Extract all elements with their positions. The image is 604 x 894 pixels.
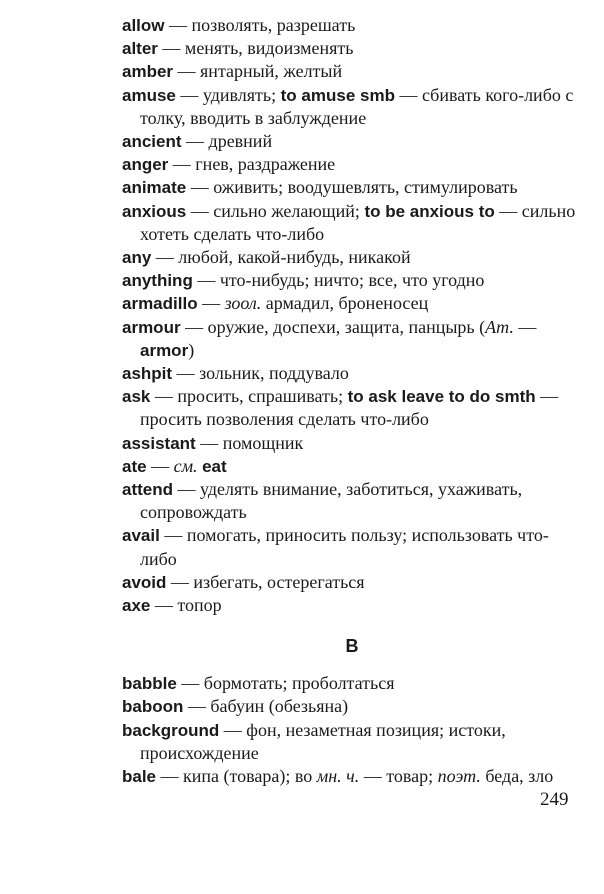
dictionary-entry [122,292,582,315]
dictionary-entry [122,269,582,292]
dictionary-page [122,14,582,788]
headword: background [122,720,220,740]
headword: anger [122,155,169,175]
definition-text: — древний [181,131,273,152]
headword: amuse [122,85,176,105]
headword: ancient [122,132,182,152]
headword: bale [122,767,157,787]
definition-text: — зольник, поддувало [172,363,349,384]
section-letter-heading: B [345,636,359,657]
page-number: 249 [540,789,569,810]
dictionary-entry [122,432,582,455]
dictionary-entry [122,176,582,199]
headword: to be anxious to [364,201,495,221]
dictionary-entry [122,130,582,153]
entries-section-b [122,672,582,788]
definition-text: — бабуин (обезьяна) [183,696,349,717]
dictionary-entry [122,719,582,765]
headword: ashpit [122,364,173,384]
usage-label: поэт. [437,766,481,787]
definition-text: — уделять внимание, заботиться, ухаживать, сопровождать [140,479,523,523]
headword: to amuse smb [280,85,395,105]
usage-label: зоол. [224,293,262,314]
definition-text: ) [188,339,195,360]
definition-text: беда, зло [480,766,554,787]
definition-text: — янтарный, желтый [173,61,343,82]
headword: eat [202,456,227,476]
definition-text: — позволять, разрешать [164,15,356,35]
dictionary-entry [122,200,582,246]
definition-text: — помогать, приносить пользу; использовать что-либо [140,525,549,569]
headword: alter [122,39,158,59]
dictionary-entry [122,153,582,176]
dictionary-entry [122,37,582,60]
dictionary-entry [122,84,582,130]
definition-text: — просить, спрашивать; [150,386,348,407]
definition-text: — [197,293,225,314]
headword: anything [122,271,193,291]
definition-text: — сильно хотеть сделать что-либо [140,200,576,244]
dictionary-entry [122,524,582,570]
dictionary-entry [122,765,582,788]
headword: ask [122,387,151,407]
headword: ate [122,456,147,476]
headword: avail [122,526,160,546]
definition-text: — [146,455,174,476]
definition-text: армадил, броненосец [261,293,429,314]
headword: armour [122,317,181,337]
usage-label: мн. ч. [316,766,360,787]
headword: any [122,248,152,268]
headword: animate [122,178,187,198]
dictionary-entry [122,478,582,524]
headword: armor [140,340,189,360]
definition-text: — [513,316,537,337]
definition-text: — помощник [195,432,304,453]
definition-text: — удивлять; [175,84,281,105]
usage-label: Ат. [485,316,514,337]
headword: assistant [122,433,196,453]
definition-text: — гнев, раздражение [168,154,336,175]
definition-text: — топор [150,595,222,616]
dictionary-entry [122,60,582,83]
dictionary-entry [122,385,582,431]
dictionary-entry [122,14,582,37]
dictionary-entry [122,246,582,269]
headword: anxious [122,201,187,221]
definition-text: — кипа (товара); во [156,766,317,787]
definition-text: — менять, видоизменять [157,38,354,59]
definition-text: — бормотать; проболтаться [176,673,395,694]
dictionary-entry [122,362,582,385]
headword: baboon [122,697,184,717]
definition-text: — фон, незаметная позиция; истоки, происхождение [140,719,506,763]
dictionary-entry [122,316,582,362]
dictionary-entry [122,455,582,478]
headword: to ask leave to do smth [347,387,536,407]
dictionary-entry [122,695,582,718]
headword: attend [122,480,173,500]
headword: avoid [122,572,167,592]
definition-text: — оружие, доспехи, защита, панцырь ( [180,316,486,337]
dictionary-entry [122,594,582,617]
definition-text: — сильно желающий; [186,200,365,221]
definition-text: — товар; [359,766,438,787]
definition-text: — любой, какой-нибудь, никакой [151,247,411,268]
headword: allow [122,16,165,35]
definition-text: — избегать, остерегаться [166,571,365,592]
headword: axe [122,596,151,616]
definition-text: — оживить; воодушевлять, стимулировать [186,177,518,198]
definition-text: — просить позволения сделать что-либо [140,386,559,430]
definition-text: — что-нибудь; ничто; все, что угодно [192,270,485,291]
usage-label: см. [173,455,198,476]
definition-text: — сбивать кого-либо с толку, вводить в заблуждение [140,84,574,128]
entries-section-a [122,14,582,617]
headword: babble [122,674,177,694]
dictionary-entry [122,571,582,594]
headword: amber [122,62,174,82]
headword: armadillo [122,294,198,314]
dictionary-entry [122,672,582,695]
